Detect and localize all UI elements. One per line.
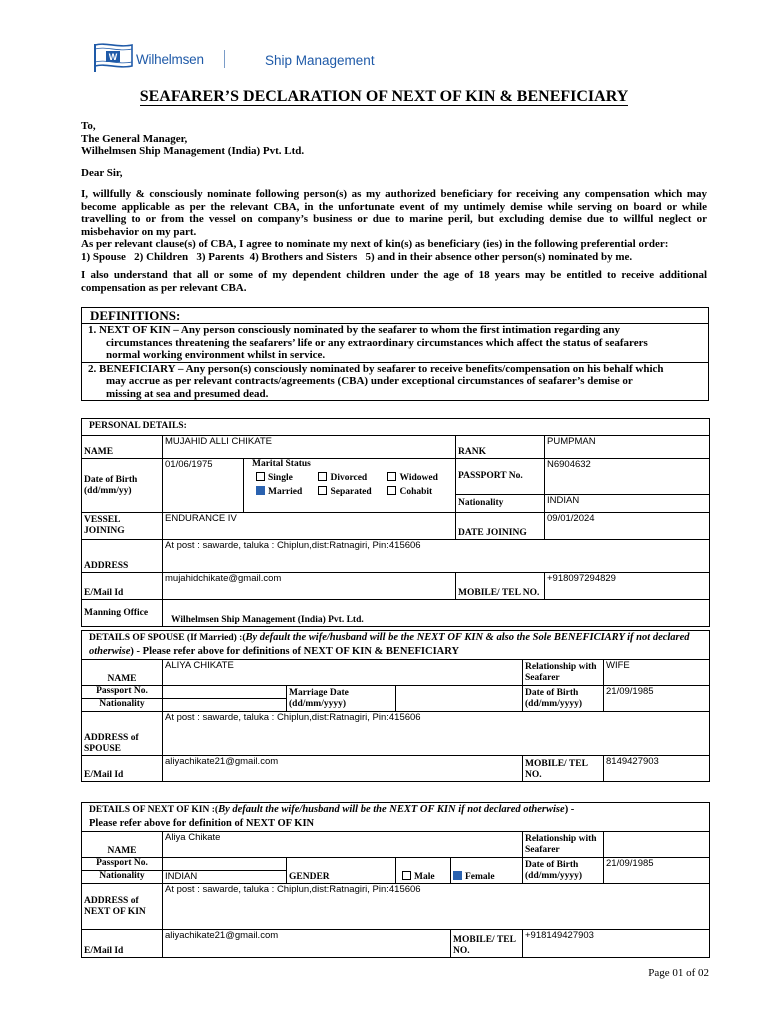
kin-relationship-field[interactable] — [604, 832, 710, 858]
spouse-name-field[interactable]: ALIYA CHIKATE — [163, 660, 523, 686]
spouse-nationality-field[interactable] — [163, 699, 287, 712]
kin-gender-male-cell: Male — [396, 858, 451, 884]
passport-field[interactable]: N6904632 — [545, 459, 710, 495]
date-joining-label: DATE JOINING — [456, 513, 545, 540]
letter-company: Wilhelmsen Ship Management (India) Pvt. Ltd. — [81, 145, 305, 157]
marital-status-label: Marital Status — [252, 459, 311, 469]
widowed-checkbox[interactable] — [387, 472, 396, 481]
kin-dob-label: Date of Birth (dd/mm/yyyy) — [523, 858, 604, 884]
kin-nationality-label: Nationality — [82, 871, 163, 884]
male-checkbox[interactable] — [402, 871, 411, 880]
personal-details-table — [81, 418, 710, 627]
marital-status-cell: Marital Status Single Divorced Widowed Married Separated Cohabit — [244, 459, 456, 513]
passport-label: PASSPORT No. — [456, 459, 545, 495]
definition-beneficiary: 2. BENEFICIARY – Any person(s) consciously nominated by seafarer to receive benefits/compensation on his behalf which may accrue as per relevant contracts/agreements (CBA) under exceptional circumstances of seafarer’s demise or missing at sea and presumed dead. — [82, 362, 708, 401]
spouse-dob-field[interactable]: 21/09/1985 — [604, 686, 710, 712]
letter-salutation: Dear Sir, — [81, 166, 123, 179]
kin-passport-field[interactable] — [163, 858, 287, 871]
logo-division-text: Ship Management — [265, 53, 375, 68]
rank-field[interactable]: PUMPMAN — [545, 436, 710, 459]
definitions-box — [81, 307, 709, 401]
kin-address-field[interactable]: At post : sawarde, taluka : Chiplun,dist:Ratnagiri, Pin:415606 — [163, 884, 710, 930]
kin-gender-female-cell: Female — [451, 858, 523, 884]
manning-office-label: Manning Office — [82, 600, 163, 627]
married-checkbox[interactable] — [256, 486, 265, 495]
nationality-field[interactable]: INDIAN — [545, 495, 710, 513]
kin-email-field[interactable]: aliyachikate21@gmail.com — [163, 930, 451, 958]
letter-paragraph-1: I, willfully & consciously nominate following person(s) as my authorized beneficiary for receiving any compensation which may become applicable as per the relevant CBA, in the unfortunate event of my untimely demise while serving on board or while travelling to or from the vessel on company’s business or due to marine peril, but excluding demise due to willful neglect or misbehavior on my part. — [81, 188, 707, 238]
definitions-heading: DEFINITIONS: — [90, 308, 181, 323]
spouse-relationship-label: Relationship with Seafarer — [523, 660, 604, 686]
letter-to: To, — [81, 120, 96, 132]
logo-brand-text: Wilhelmsen — [136, 52, 204, 67]
spouse-details-table — [81, 630, 710, 782]
spouse-address-label: ADDRESS of SPOUSE — [82, 712, 163, 756]
next-of-kin-heading: DETAILS OF NEXT OF KIN :(By default the wife/husband will be the NEXT OF KIN if not declared otherwise) - Please refer above for definition of NEXT OF KIN — [82, 803, 710, 832]
kin-gender-label: GENDER — [287, 858, 396, 884]
mobile-label: MOBILE/ TEL NO. — [456, 573, 545, 600]
kin-name-field[interactable]: Aliya Chikate — [163, 832, 523, 858]
spouse-nationality-label: Nationality — [82, 699, 163, 712]
kin-relationship-label: Relationship with Seafarer — [523, 832, 604, 858]
name-label: NAME — [82, 436, 163, 459]
spouse-passport-field[interactable] — [163, 686, 287, 699]
next-of-kin-table — [81, 802, 710, 958]
vessel-field[interactable]: ENDURANCE IV — [163, 513, 456, 540]
spouse-relationship-field[interactable]: WIFE — [604, 660, 710, 686]
seafarer-dob-field[interactable]: 01/06/1975 — [163, 459, 244, 513]
spouse-heading: DETAILS OF SPOUSE (If Married) :(By default the wife/husband will be the NEXT OF KIN & also the Sole BENEFICIARY if not declared otherwise) - Please refer above for definitions of NEXT OF KIN & BENEFICIARY — [82, 631, 710, 660]
cohabit-checkbox[interactable] — [387, 486, 396, 495]
kin-address-label: ADDRESS of NEXT OF KIN — [82, 884, 163, 930]
email-label: E/Mail Id — [82, 573, 163, 600]
company-logo — [92, 42, 392, 78]
address-field[interactable]: At post : sawarde, taluka : Chiplun,dist:Ratnagiri, Pin:415606 — [163, 540, 710, 573]
kin-nationality-field[interactable]: INDIAN — [163, 871, 287, 884]
spouse-dob-label: Date of Birth (dd/mm/yyyy) — [523, 686, 604, 712]
vessel-label: VESSEL JOINING — [82, 513, 163, 540]
spouse-email-field[interactable]: aliyachikate21@gmail.com — [163, 756, 523, 782]
personal-details-heading: PERSONAL DETAILS: — [82, 419, 710, 436]
nationality-label: Nationality — [456, 495, 545, 513]
marriage-date-label: Marriage Date (dd/mm/yyyy) — [287, 686, 396, 712]
page-number: Page 01 of 02 — [648, 967, 709, 979]
letter-preference-order: 1) Spouse 2) Children 3) Parents 4) Brothers and Sisters 5) and in their absence other person(s) nominated by me. — [81, 250, 633, 263]
marriage-date-field[interactable] — [396, 686, 523, 712]
definition-next-of-kin: 1. NEXT OF KIN – Any person consciously nominated by the seafarer to whom the first intimation regarding any circumstances threatening the seafarers’ life or any extraordinary circumstances which affect the status of seafarers normal working environment whilst in service. — [82, 323, 708, 362]
flag-icon — [92, 42, 136, 74]
letter-paragraph-2: As per relevant clause(s) of CBA, I agree to nominate my next of kin(s) as beneficiary (ies) in the following preferential order: — [81, 238, 669, 250]
address-label: ADDRESS — [82, 540, 163, 573]
letter-paragraph-4: I also understand that all or some of my dependent children under the age of 18 years may be entitled to receive additional compensation as per relevant CBA. — [81, 269, 707, 294]
spouse-passport-label: Passport No. — [82, 686, 163, 699]
spouse-mobile-label: MOBILE/ TEL NO. — [523, 756, 604, 782]
document-title: SEAFARER’S DECLARATION OF NEXT OF KIN & BENEFICIARY — [139, 88, 629, 105]
spouse-mobile-field[interactable]: 8149427903 — [604, 756, 710, 782]
kin-email-label: E/Mail Id — [82, 930, 163, 958]
manning-office-field[interactable]: Wilhelmsen Ship Management (India) Pvt. Ltd. — [163, 600, 710, 627]
kin-name-label: NAME — [82, 832, 163, 858]
seafarer-name-field[interactable]: MUJAHID ALLI CHIKATE — [163, 436, 456, 459]
kin-mobile-label: MOBILE/ TEL NO. — [451, 930, 523, 958]
svg-text:W: W — [108, 52, 118, 62]
declaration-letter — [81, 120, 707, 294]
spouse-email-label: E/Mail Id — [82, 756, 163, 782]
spouse-name-label: NAME — [82, 660, 163, 686]
separated-checkbox[interactable] — [318, 486, 327, 495]
logo-divider — [224, 50, 225, 68]
rank-label: RANK — [456, 436, 545, 459]
single-checkbox[interactable] — [256, 472, 265, 481]
email-field[interactable]: mujahidchikate@gmail.com — [163, 573, 456, 600]
dob-label: Date of Birth (dd/mm/yy) — [82, 459, 163, 513]
letter-addressee: The General Manager, — [81, 132, 188, 145]
kin-mobile-field[interactable]: +918149427903 — [523, 930, 710, 958]
kin-passport-label: Passport No. — [82, 858, 163, 871]
kin-dob-field[interactable]: 21/09/1985 — [604, 858, 710, 884]
mobile-field[interactable]: +918097294829 — [545, 573, 710, 600]
divorced-checkbox[interactable] — [318, 472, 327, 481]
date-joining-field[interactable]: 09/01/2024 — [545, 513, 710, 540]
female-checkbox[interactable] — [453, 871, 462, 880]
spouse-address-field[interactable]: At post : sawarde, taluka : Chiplun,dist:Ratnagiri, Pin:415606 — [163, 712, 710, 756]
